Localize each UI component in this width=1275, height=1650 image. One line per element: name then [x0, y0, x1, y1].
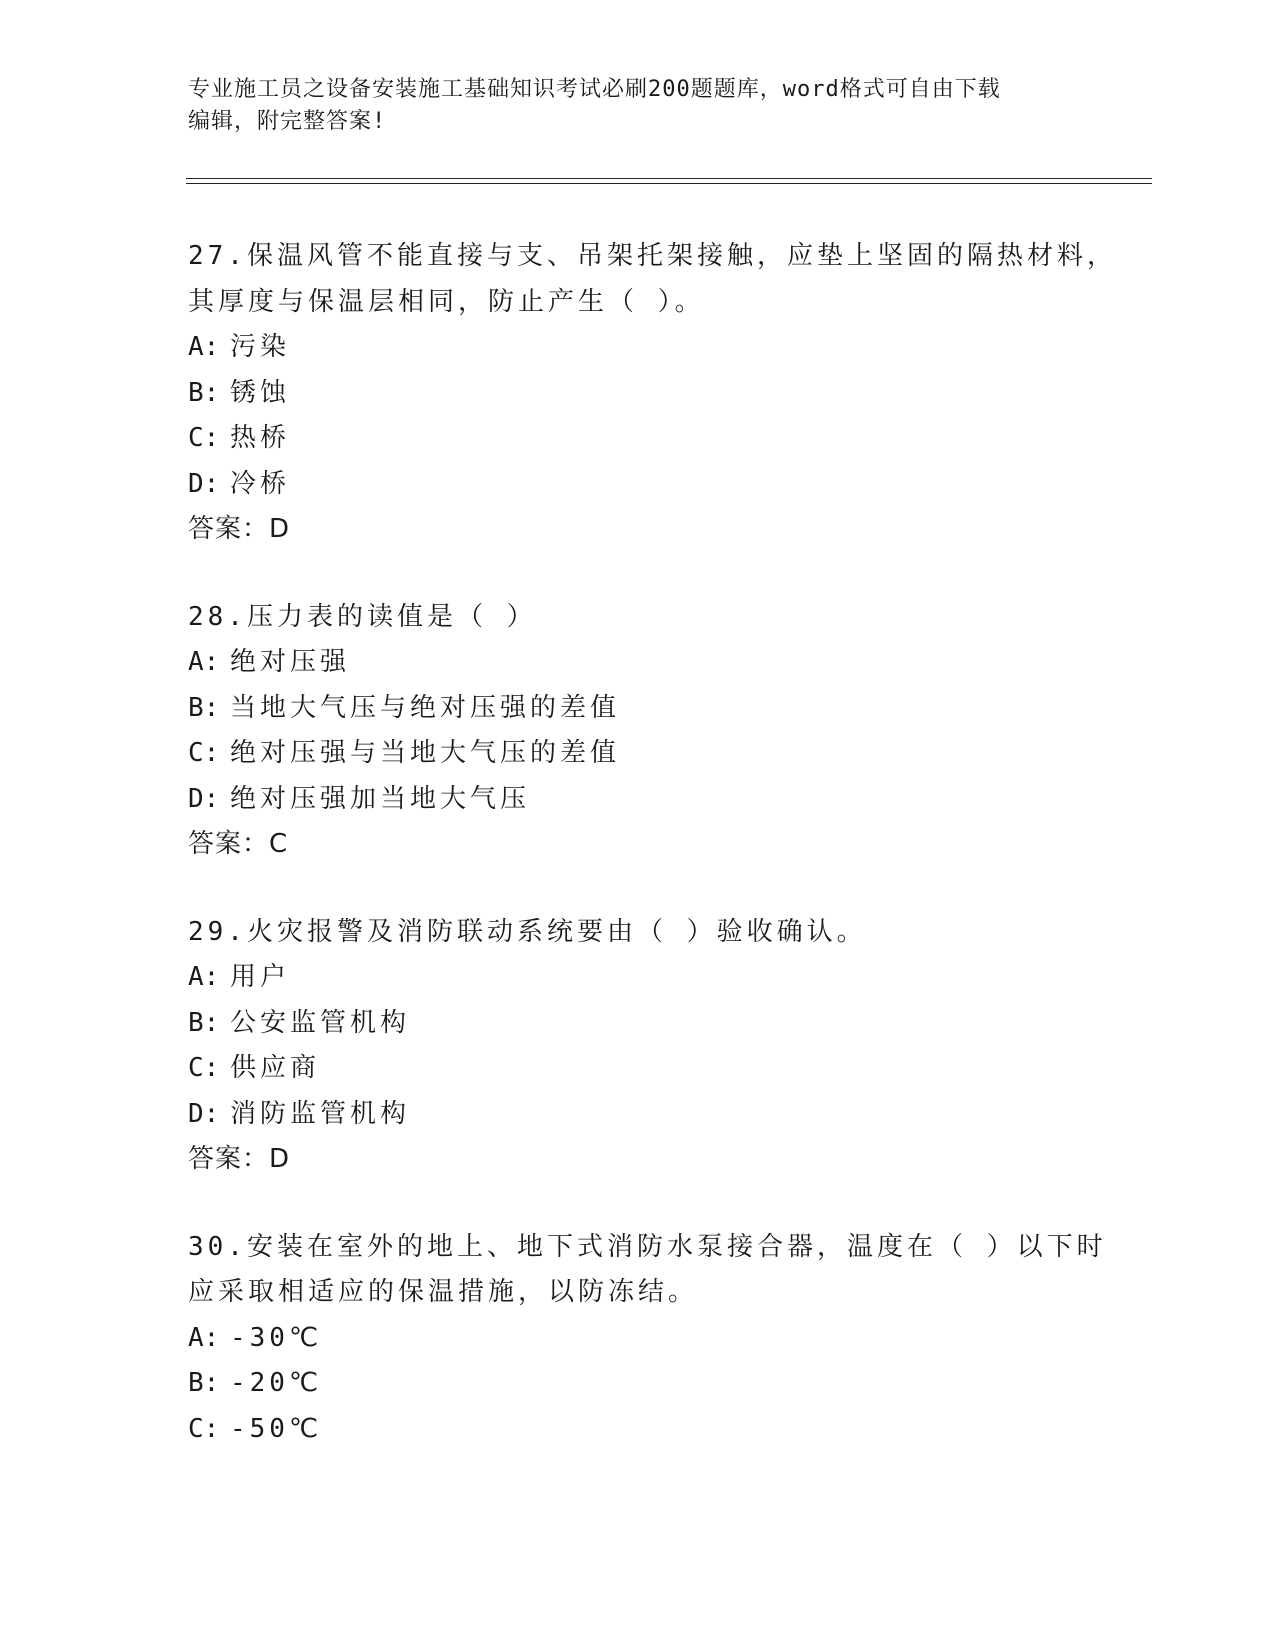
question-stem [188, 1225, 1107, 1316]
question-stem-line: 28.压力表的读值是（ ） [188, 601, 537, 632]
option-letter: B: [188, 1007, 220, 1038]
option-b [188, 686, 1088, 732]
question-list [188, 234, 1117, 1494]
option-letter: A: [188, 647, 220, 677]
option-letter: D: [188, 783, 220, 814]
option-text: 消防监管机构 [230, 1098, 411, 1129]
question-stem-line: 30.安装在室外的地上、地下式消防水泵接合器，温度在（ ）以下时 [188, 1231, 1107, 1262]
option-letter: B: [188, 692, 220, 723]
answer-line: 答案：C [188, 829, 289, 859]
option-text: 绝对压强与当地大气压的差值 [230, 738, 621, 768]
option-text: 公安监管机构 [230, 1007, 411, 1038]
option-a [188, 640, 1088, 686]
option-letter: D: [188, 468, 220, 499]
question-stem [188, 234, 1117, 325]
question-30 [188, 1225, 1107, 1453]
option-text: 当地大气压与绝对压强的差值 [230, 692, 621, 723]
option-text: 热桥 [230, 423, 291, 453]
option-letter: B: [188, 377, 220, 408]
option-a [188, 325, 1088, 371]
option-letter: A: [188, 1322, 220, 1353]
option-letter: B: [188, 1368, 220, 1398]
option-c [188, 416, 1088, 462]
option-letter: C: [188, 1413, 220, 1444]
question-stem-line: 应采取相适应的保温措施，以防冻结。 [188, 1277, 699, 1307]
header-divider-bottom [186, 183, 1152, 184]
option-c [188, 731, 1088, 777]
option-text: 供应商 [230, 1053, 321, 1083]
option-text: 污染 [230, 332, 291, 362]
option-text: 绝对压强 [230, 647, 351, 677]
option-d [188, 462, 1088, 508]
option-letter: C: [188, 1053, 220, 1083]
option-letter: C: [188, 423, 220, 453]
option-text: 用户 [230, 962, 291, 992]
header-title-line-1: 专业施工员之设备安装施工基础知识考试必刷200题题库，word格式可自由下载 [188, 77, 1001, 102]
option-b [188, 1361, 1088, 1407]
option-b [188, 371, 1088, 417]
question-stem-line: 其厚度与保温层相同，防止产生（ ）。 [188, 286, 705, 317]
option-text: -20℃ [230, 1368, 323, 1398]
document-header [188, 74, 1088, 138]
option-a [188, 1316, 1088, 1362]
answer-line: 答案：D [188, 514, 291, 544]
option-text: 绝对压强加当地大气压 [230, 783, 531, 814]
option-letter: D: [188, 1098, 220, 1129]
option-text: -30℃ [230, 1322, 323, 1353]
question-stem-line: 27.保温风管不能直接与支、吊架托架接触，应垫上坚固的隔热材料， [188, 241, 1117, 271]
option-letter: C: [188, 738, 220, 768]
question-stem-line: 29.火灾报警及消防联动系统要由（ ）验收确认。 [188, 916, 867, 947]
option-c [188, 1046, 1088, 1092]
answer-line: 答案：D [188, 1144, 291, 1174]
header-title-line-2: 编辑，附完整答案! [188, 109, 387, 134]
option-d [188, 1092, 1088, 1138]
option-letter: A: [188, 332, 220, 362]
option-b [188, 1001, 1088, 1047]
option-text: 冷桥 [230, 468, 291, 499]
question-28 [188, 595, 1088, 868]
option-text: 锈蚀 [230, 377, 291, 408]
option-d [188, 777, 1088, 823]
header-divider-top [186, 178, 1152, 179]
question-27 [188, 234, 1117, 553]
question-stem [188, 910, 1088, 956]
option-c [188, 1407, 1088, 1453]
option-a [188, 955, 1088, 1001]
question-stem [188, 595, 1088, 641]
question-29 [188, 910, 1088, 1183]
option-text: -50℃ [230, 1413, 323, 1444]
option-letter: A: [188, 962, 220, 992]
